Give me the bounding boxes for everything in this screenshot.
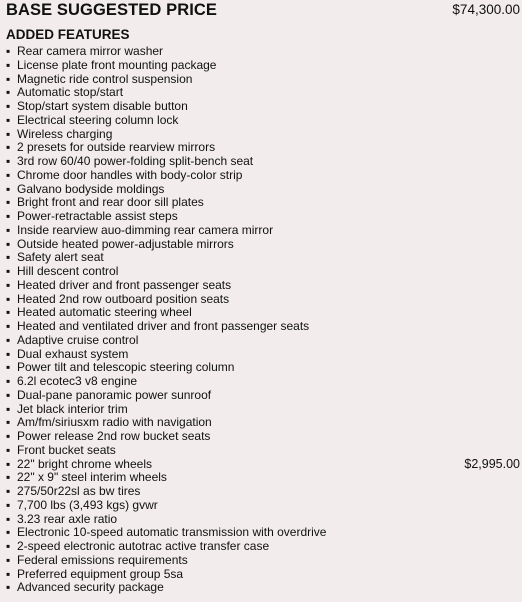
bullet-icon: ▪ <box>6 277 11 292</box>
base-price-title: BASE SUGGESTED PRICE <box>6 1 218 19</box>
feature-item <box>6 403 520 417</box>
bullet-icon: ▪ <box>6 470 11 485</box>
bullet-icon: ▪ <box>6 539 11 553</box>
bullet-icon: ▪ <box>6 222 11 237</box>
bullet-icon: ▪ <box>6 195 11 210</box>
feature-label: Power tilt and telescopic steering column <box>17 360 235 375</box>
bullet-icon: ▪ <box>6 181 11 196</box>
feature-label: License plate front mounting package <box>17 57 217 72</box>
bullet-icon: ▪ <box>6 209 11 223</box>
feature-label: Wireless charging <box>17 126 113 141</box>
feature-item <box>6 279 520 293</box>
base-price-row <box>6 1 520 21</box>
feature-label: Magnetic ride control suspension <box>17 71 193 86</box>
feature-price: $2,995.00 <box>464 456 520 471</box>
bullet-icon: ▪ <box>6 332 11 347</box>
feature-label: Heated automatic steering wheel <box>17 305 192 320</box>
feature-item <box>6 306 520 320</box>
feature-item <box>6 389 520 403</box>
feature-label: Heated 2nd row outboard position seats <box>17 291 230 306</box>
feature-label: Dual-pane panoramic power sunroof <box>17 387 212 402</box>
feature-label: Heated and ventilated driver and front passenger seats <box>17 319 310 333</box>
feature-label: 275/50r22sl as bw tires <box>17 484 141 498</box>
feature-item <box>6 430 520 444</box>
feature-label: Rear camera mirror washer <box>17 44 164 58</box>
feature-label: Adaptive cruise control <box>17 332 139 347</box>
feature-item <box>6 540 520 554</box>
bullet-icon: ▪ <box>6 415 11 430</box>
feature-item <box>6 320 520 334</box>
bullet-icon: ▪ <box>6 525 11 540</box>
added-features-title: ADDED FEATURES <box>6 27 130 42</box>
feature-label: Federal emissions requirements <box>17 552 188 567</box>
feature-item <box>6 444 520 458</box>
bullet-icon: ▪ <box>6 236 11 251</box>
feature-item <box>6 485 520 499</box>
feature-label: Preferred equipment group 5sa <box>17 566 184 581</box>
bullet-icon: ▪ <box>6 250 11 265</box>
feature-label: 22" bright chrome wheels <box>17 456 152 471</box>
feature-item <box>6 45 520 59</box>
feature-item <box>6 361 520 375</box>
bullet-icon: ▪ <box>6 140 11 155</box>
feature-item <box>6 155 520 169</box>
feature-label: Bright front and rear door sill plates <box>17 195 204 210</box>
feature-label: Chrome door handles with body-color strip <box>17 167 243 182</box>
feature-item <box>6 458 520 472</box>
bullet-icon: ▪ <box>6 580 11 595</box>
bullet-icon: ▪ <box>6 154 11 168</box>
bullet-icon: ▪ <box>6 360 11 375</box>
bullet-icon: ▪ <box>6 44 11 58</box>
feature-item <box>6 293 520 307</box>
feature-label: 3.23 rear axle ratio <box>17 511 118 526</box>
feature-label: Am/fm/siriusxm radio with navigation <box>17 415 212 430</box>
feature-item <box>6 169 520 183</box>
feature-label: Inside rearview auo-dimming rear camera mirror <box>17 222 274 237</box>
bullet-icon: ▪ <box>6 99 11 113</box>
bullet-icon: ▪ <box>6 71 11 86</box>
feature-item <box>6 224 520 238</box>
feature-item <box>6 59 520 73</box>
feature-item <box>6 183 520 197</box>
feature-item <box>6 513 520 527</box>
feature-label: Jet black interior trim <box>17 401 128 416</box>
bullet-icon: ▪ <box>6 566 11 581</box>
feature-item <box>6 238 520 252</box>
feature-label: Heated driver and front passenger seats <box>17 277 232 292</box>
feature-item <box>6 581 520 595</box>
feature-item <box>6 499 520 513</box>
feature-item <box>6 210 520 224</box>
bullet-icon: ▪ <box>6 387 11 402</box>
feature-item <box>6 141 520 155</box>
feature-item <box>6 334 520 348</box>
feature-item <box>6 196 520 210</box>
bullet-icon: ▪ <box>6 319 11 333</box>
feature-label: Galvano bodyside moldings <box>17 181 165 196</box>
feature-label: Power-retractable assist steps <box>17 209 178 223</box>
feature-label: Hill descent control <box>17 264 119 278</box>
bullet-icon: ▪ <box>6 511 11 526</box>
feature-item <box>6 526 520 540</box>
feature-item <box>6 568 520 582</box>
feature-item <box>6 86 520 100</box>
feature-label: Electrical steering column lock <box>17 112 179 127</box>
bullet-icon: ▪ <box>6 552 11 567</box>
feature-label: 2 presets for outside rearview mirrors <box>17 140 216 155</box>
bullet-icon: ▪ <box>6 305 11 320</box>
bullet-icon: ▪ <box>6 112 11 127</box>
bullet-icon: ▪ <box>6 497 11 512</box>
feature-label: Stop/start system disable button <box>17 99 188 113</box>
bullet-icon: ▪ <box>6 167 11 182</box>
feature-label: Automatic stop/start <box>17 85 124 100</box>
feature-label: Safety alert seat <box>17 250 104 265</box>
bullet-icon: ▪ <box>6 346 11 361</box>
feature-label: 2-speed electronic autotrac active transfer case <box>17 539 270 553</box>
bullet-icon: ▪ <box>6 456 11 471</box>
feature-item <box>6 128 520 142</box>
bullet-icon: ▪ <box>6 442 11 457</box>
feature-label: 3rd row 60/40 power-folding split-bench seat <box>17 154 254 168</box>
feature-list <box>6 45 520 595</box>
feature-label: Outside heated power-adjustable mirrors <box>17 236 234 251</box>
feature-label: 22" x 9" steel interim wheels <box>17 470 167 485</box>
feature-item <box>6 265 520 279</box>
feature-label: Front bucket seats <box>17 442 116 457</box>
feature-item <box>6 73 520 87</box>
bullet-icon: ▪ <box>6 264 11 278</box>
feature-label: Advanced security package <box>17 580 164 595</box>
feature-label: Power release 2nd row bucket seats <box>17 429 211 443</box>
bullet-icon: ▪ <box>6 429 11 443</box>
feature-label: 6.2l ecotec3 v8 engine <box>17 374 138 388</box>
feature-item <box>6 416 520 430</box>
feature-item <box>6 100 520 114</box>
bullet-icon: ▪ <box>6 85 11 100</box>
feature-item <box>6 114 520 128</box>
feature-item <box>6 554 520 568</box>
feature-label: Electronic 10-speed automatic transmission with overdrive <box>17 525 327 540</box>
bullet-icon: ▪ <box>6 484 11 498</box>
bullet-icon: ▪ <box>6 401 11 416</box>
bullet-icon: ▪ <box>6 374 11 388</box>
feature-item <box>6 348 520 362</box>
base-price-value: $74,300.00 <box>452 2 520 17</box>
feature-label: Dual exhaust system <box>17 346 129 361</box>
bullet-icon: ▪ <box>6 126 11 141</box>
feature-label: 7,700 lbs (3,493 kgs) gvwr <box>17 497 158 512</box>
bullet-icon: ▪ <box>6 291 11 306</box>
feature-item <box>6 471 520 485</box>
feature-item <box>6 251 520 265</box>
bullet-icon: ▪ <box>6 57 11 72</box>
feature-item <box>6 375 520 389</box>
